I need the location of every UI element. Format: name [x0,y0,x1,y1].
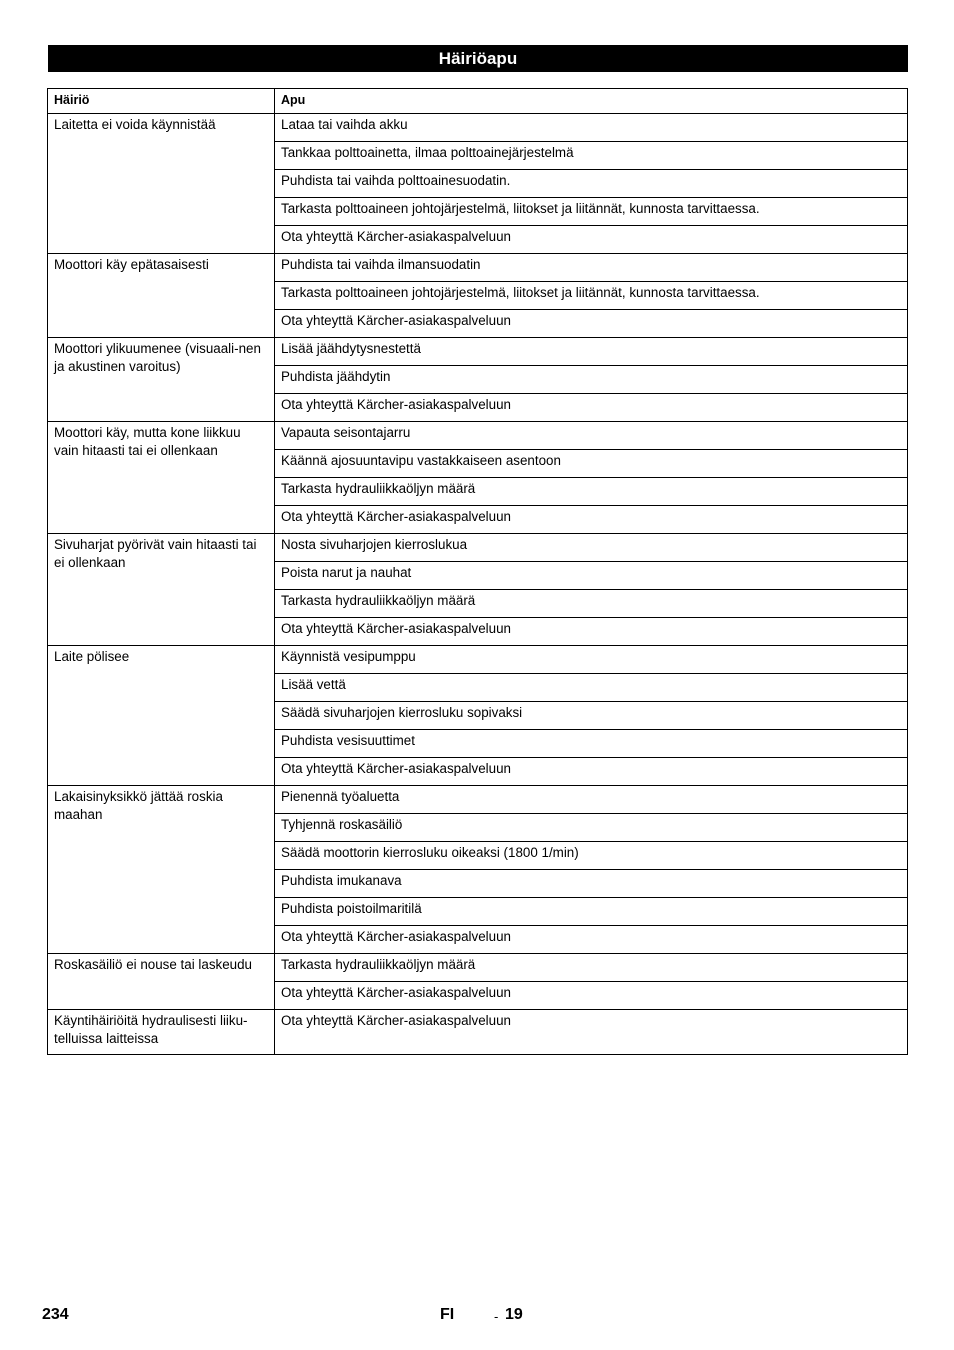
help-cell: Ota yhteyttä Kärcher-asiakaspalveluun [275,226,908,254]
help-cell: Lisää vettä [275,674,908,702]
help-cell: Ota yhteyttä Kärcher-asiakaspalveluun [275,310,908,338]
table-row [48,114,908,142]
help-cell: Ota yhteyttä Kärcher-asiakaspalveluun [275,926,908,954]
fault-cell: Laitetta ei voida käynnistää [48,114,275,254]
help-cell: Tankkaa polttoainetta, ilmaa polttoainejärjestelmä [275,142,908,170]
table-row [48,954,908,982]
help-cell: Ota yhteyttä Kärcher-asiakaspalveluun [275,758,908,786]
fault-cell: Moottori käy epätasaisesti [48,254,275,338]
help-cell: Ota yhteyttä Kärcher-asiakaspalveluun [275,394,908,422]
section-title: Häiriöapu [48,45,908,72]
help-cell: Puhdista imukanava [275,870,908,898]
help-cell: Nosta sivuharjojen kierroslukua [275,534,908,562]
help-cell: Käännä ajosuuntavipu vastakkaiseen asentoon [275,450,908,478]
table-row [48,646,908,674]
help-cell: Tyhjennä roskasäiliö [275,814,908,842]
fault-cell: Lakaisinyksikkö jättää roskia maahan [48,786,275,954]
help-cell: Ota yhteyttä Kärcher-asiakaspalveluun [275,982,908,1010]
section-page-number: 19 [505,1306,523,1323]
help-cell: Puhdista tai vaihda ilmansuodatin [275,254,908,282]
help-cell: Ota yhteyttä Kärcher-asiakaspalveluun [275,1010,908,1055]
table-header-row [48,89,908,114]
help-cell: Lataa tai vaihda akku [275,114,908,142]
help-cell: Puhdista tai vaihda polttoainesuodatin. [275,170,908,198]
header-help: Apu [275,89,908,114]
help-cell: Tarkasta polttoaineen johtojärjestelmä, liitokset ja liitännät, kunnosta tarvittaessa. [275,282,908,310]
help-cell: Tarkasta hydrauliikkaöljyn määrä [275,590,908,618]
header-fault: Häiriö [48,89,275,114]
help-cell: Ota yhteyttä Kärcher-asiakaspalveluun [275,506,908,534]
page-separator: - [494,1309,499,1324]
help-cell: Käynnistä vesipumppu [275,646,908,674]
fault-cell: Moottori ylikuumenee (visuaali-nen ja akustinen varoitus) [48,338,275,422]
help-cell: Puhdista poistoilmaritilä [275,898,908,926]
fault-cell: Roskasäiliö ei nouse tai laskeudu [48,954,275,1010]
table-row [48,534,908,562]
table-row [48,338,908,366]
help-cell: Puhdista jäähdytin [275,366,908,394]
help-cell: Lisää jäähdytysnestettä [275,338,908,366]
table-row [48,786,908,814]
table-row [48,422,908,450]
help-cell: Pienennä työaluetta [275,786,908,814]
help-cell: Poista narut ja nauhat [275,562,908,590]
fault-cell: Moottori käy, mutta kone liikkuu vain hitaasti tai ei ollenkaan [48,422,275,534]
table-row [48,254,908,282]
help-cell: Tarkasta hydrauliikkaöljyn määrä [275,478,908,506]
help-cell: Tarkasta hydrauliikkaöljyn määrä [275,954,908,982]
fault-cell: Laite pölisee [48,646,275,786]
help-cell: Tarkasta polttoaineen johtojärjestelmä, liitokset ja liitännät, kunnosta tarvittaessa. [275,198,908,226]
page-number: 234 [42,1306,69,1323]
help-cell: Säädä sivuharjojen kierrosluku sopivaksi [275,702,908,730]
help-cell: Ota yhteyttä Kärcher-asiakaspalveluun [275,618,908,646]
table-row [48,1010,908,1055]
fault-cell: Sivuharjat pyörivät vain hitaasti tai ei ollenkaan [48,534,275,646]
help-cell: Säädä moottorin kierrosluku oikeaksi (1800 1/min) [275,842,908,870]
fault-cell: Käyntihäiriöitä hydraulisesti liiku-telluissa laitteissa [48,1010,275,1055]
language-code: FI [440,1306,455,1323]
troubleshooting-table [47,88,908,1055]
help-cell: Vapauta seisontajarru [275,422,908,450]
help-cell: Puhdista vesisuuttimet [275,730,908,758]
